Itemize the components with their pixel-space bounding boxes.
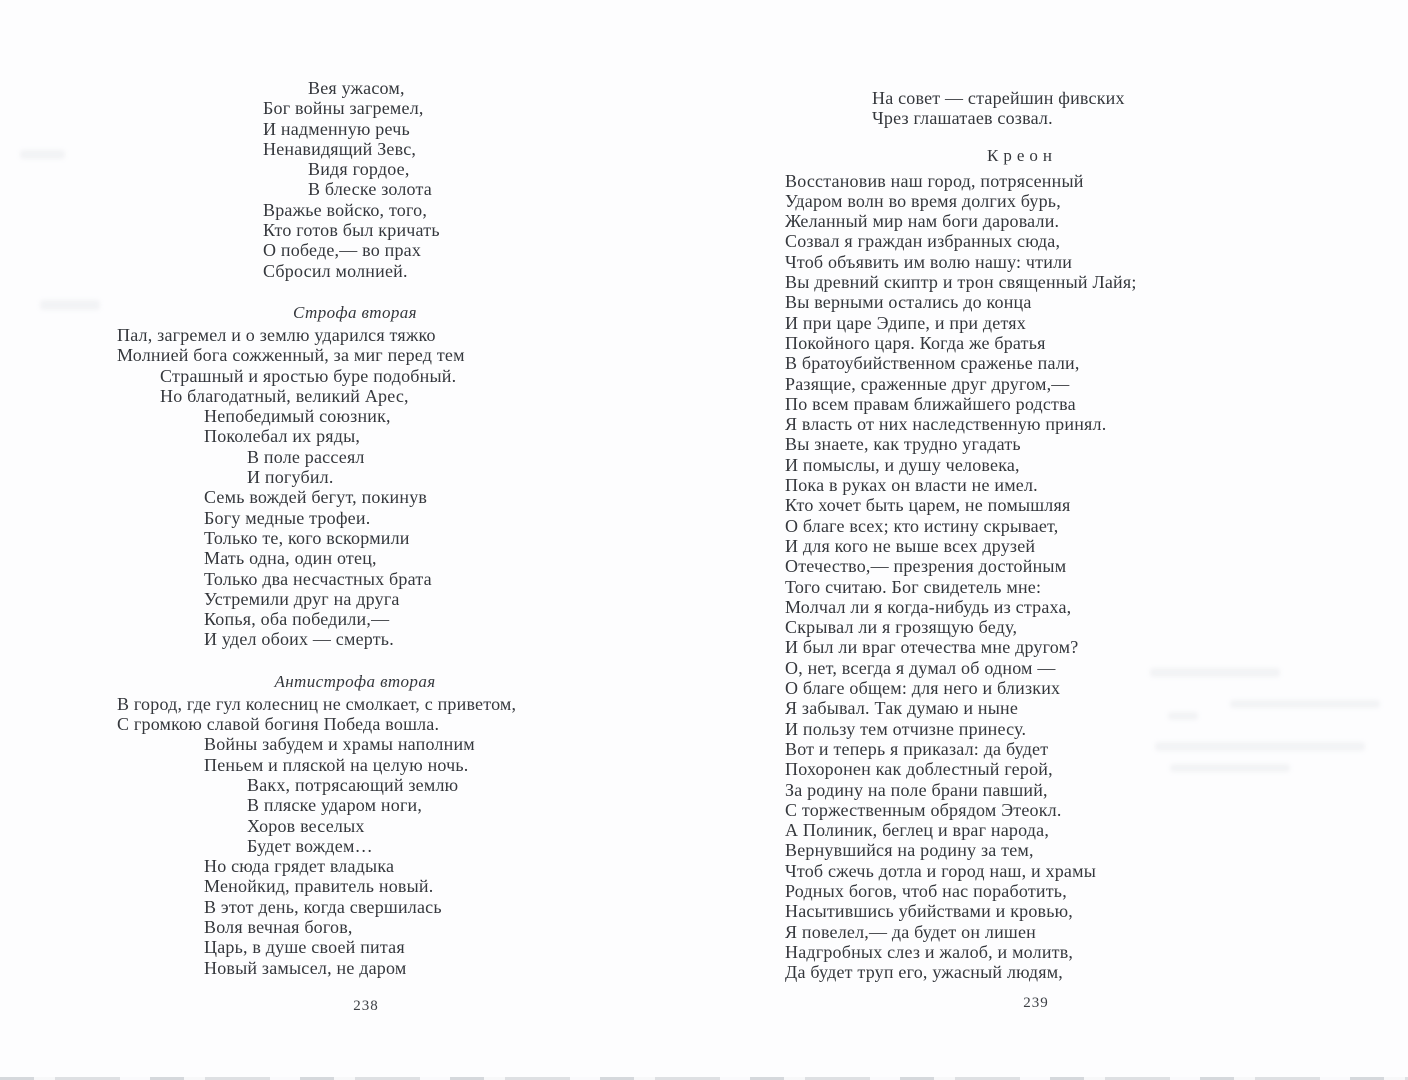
page-number-right: 239: [1023, 995, 1049, 1011]
verse-line: Кто готов был кричать: [263, 220, 440, 241]
stanza-heading: Строфа вторая: [293, 302, 417, 322]
verse-line: Вы знаете, как трудно угадать: [785, 434, 1021, 455]
verse-line: Ударом волн во время долгих бурь,: [785, 190, 1061, 211]
verse-line: О победе,— во прах: [263, 240, 422, 261]
verse-line: Устремили друг на друга: [204, 588, 400, 609]
verse-line: Покойного царя. Когда же братья: [785, 332, 1046, 353]
verse-line: Кто хочет быть царем, не помышляя: [785, 495, 1071, 516]
verse-line: Но сюда грядет владыка: [204, 856, 395, 877]
verse-line: Пеньем и пляской на целую ночь.: [204, 754, 469, 775]
scan-artifact: [40, 300, 100, 310]
verse-line: За родину на поле брани павший,: [785, 779, 1048, 800]
stanza: [785, 171, 1259, 983]
scan-artifact: [20, 150, 65, 159]
stanza: [785, 88, 1259, 129]
verse-line: Только два несчастных брата: [204, 568, 432, 589]
verse-line: В блеске золота: [308, 179, 432, 200]
verse-line: Менойкид, правитель новый.: [204, 876, 434, 897]
verse-line: Вы верными остались до конца: [785, 292, 1032, 313]
verse-line: Мать одна, один отец,: [204, 548, 377, 569]
verse-line: А Полиник, беглец и враг народа,: [785, 820, 1050, 841]
verse-line: Богу медные трофеи.: [204, 507, 371, 528]
verse-line: Непобедимый союзник,: [204, 406, 391, 427]
verse-line: Вея ужасом,: [308, 78, 405, 98]
verse-line: Царь, в душе своей питая: [204, 937, 405, 958]
verse-line: Страшный и яростью буре подобный.: [160, 365, 457, 386]
verse-line: Семь вождей бегут, покинув: [204, 487, 428, 508]
verse-line: Вот и теперь я приказал: да будет: [785, 738, 1049, 759]
verse-line: Чрез глашатаев созвал.: [872, 108, 1053, 129]
verse-line: И был ли враг отечества мне другом?: [785, 637, 1079, 658]
verse-line: Похоронен как доблестный герой,: [785, 759, 1053, 780]
verse-line: Я забывал. Так думаю и ныне: [785, 698, 1019, 719]
verse-line: Вражье войско, того,: [263, 199, 428, 220]
verse-line: Но благодатный, великий Арес,: [160, 385, 409, 406]
verse-line: Копья, оба победили,—: [204, 609, 390, 630]
verse-line: В поле рассеял: [247, 446, 365, 467]
verse-line: Насытившись убийствами и кровью,: [785, 901, 1074, 922]
verse-line: Хоров веселых: [247, 815, 365, 836]
verse-line: Я повелел,— да будет он лишен: [785, 921, 1037, 942]
verse-line: И для кого не выше всех друзей: [785, 535, 1036, 556]
page-number-left: 238: [353, 998, 379, 1014]
verse-line: С громкою славой богиня Победа вошла.: [117, 714, 440, 735]
stanza-heading: Антистрофа вторая: [274, 671, 436, 691]
verse-line: О благе общем: для него и близких: [785, 678, 1061, 699]
verse-line: Новый замысел, не даром: [204, 957, 407, 978]
verse-line: С торжественным обрядом Этеокл.: [785, 799, 1062, 820]
verse-line: Сбросил молнией.: [263, 260, 408, 281]
verse-line: Вы древний скиптр и трон священный Лайя;: [785, 272, 1137, 293]
verse-line: И погубил.: [247, 467, 334, 488]
verse-line: И при царе Эдипе, и при детях: [785, 312, 1026, 333]
verse-line: Надгробных слез и жалоб, и молитв,: [785, 941, 1074, 962]
verse-line: Родных богов, чтоб нас поработить,: [785, 880, 1067, 901]
verse-line: И удел обоих — смерть.: [204, 629, 394, 650]
verse-line: Того считаю. Бог свидетель мне:: [785, 576, 1042, 597]
verse-line: И надменную речь: [263, 118, 410, 139]
verse-line: Поколебал их ряды,: [204, 426, 361, 447]
verse-line: Отечество,— презрения достойным: [785, 556, 1067, 577]
verse-line: О благе всех; кто истину скрывает,: [785, 515, 1059, 536]
verse-line: Будет вождем…: [247, 835, 373, 856]
verse-line: Да будет труп его, ужасный людям,: [785, 962, 1064, 983]
verse-line: В пляске ударом ноги,: [247, 795, 423, 816]
verse-line: Вернувшийся на родину за тем,: [785, 840, 1034, 861]
page-left-content: [117, 78, 593, 978]
verse-line: Чтоб сжечь дотла и город наш, и храмы: [785, 860, 1096, 881]
verse-line: Я власть от них наследственную принял.: [785, 414, 1107, 435]
verse-line: Восстановив наш город, потрясенный: [785, 170, 1084, 191]
stanza-heading: Креон: [987, 145, 1057, 165]
verse-line: Разящие, сраженные друг другом,—: [785, 373, 1070, 394]
verse-line: В братоубийственном сраженье пали,: [785, 353, 1080, 374]
verse-line: Войны забудем и храмы наполним: [204, 734, 475, 755]
verse-line: В город, где гул колесниц не смолкает, с приветом,: [117, 693, 517, 714]
verse-line: Чтоб объявить им волю нашу: чтили: [785, 251, 1073, 272]
verse-line: Бог войны загремел,: [263, 98, 424, 119]
verse-line: И пользу тем отчизне принесу.: [785, 718, 1027, 739]
verse-line: Молчал ли я когда-нибудь из страха,: [785, 596, 1072, 617]
verse-line: Воля вечная богов,: [204, 916, 353, 937]
verse-line: По всем правам ближайшего родства: [785, 393, 1076, 414]
stanza: [117, 325, 593, 650]
verse-line: Только те, кого вскормили: [204, 527, 410, 548]
verse-line: Желанный мир нам боги даровали.: [785, 211, 1060, 232]
page-right-content: [785, 88, 1259, 982]
verse-line: На совет — старейшин фивских: [872, 88, 1125, 108]
verse-line: Молнией бога сожженный, за миг перед тем: [117, 345, 465, 366]
verse-line: Созвал я граждан избранных сюда,: [785, 231, 1061, 252]
verse-line: И помыслы, и душу человека,: [785, 454, 1020, 475]
verse-line: Скрывал ли я грозящую беду,: [785, 617, 1018, 638]
verse-line: О, нет, всегда я думал об одном —: [785, 657, 1056, 678]
verse-line: В этот день, когда свершилась: [204, 896, 442, 917]
verse-line: Пал, загремел и о землю ударился тяжко: [117, 324, 436, 345]
verse-line: Видя гордое,: [308, 159, 410, 180]
verse-line: Ненавидящий Зевс,: [263, 138, 417, 159]
stanza: [117, 78, 593, 281]
verse-line: Вакх, потрясающий землю: [247, 774, 459, 795]
verse-line: Пока в руках он власти не имел.: [785, 475, 1038, 496]
stanza: [117, 694, 593, 978]
